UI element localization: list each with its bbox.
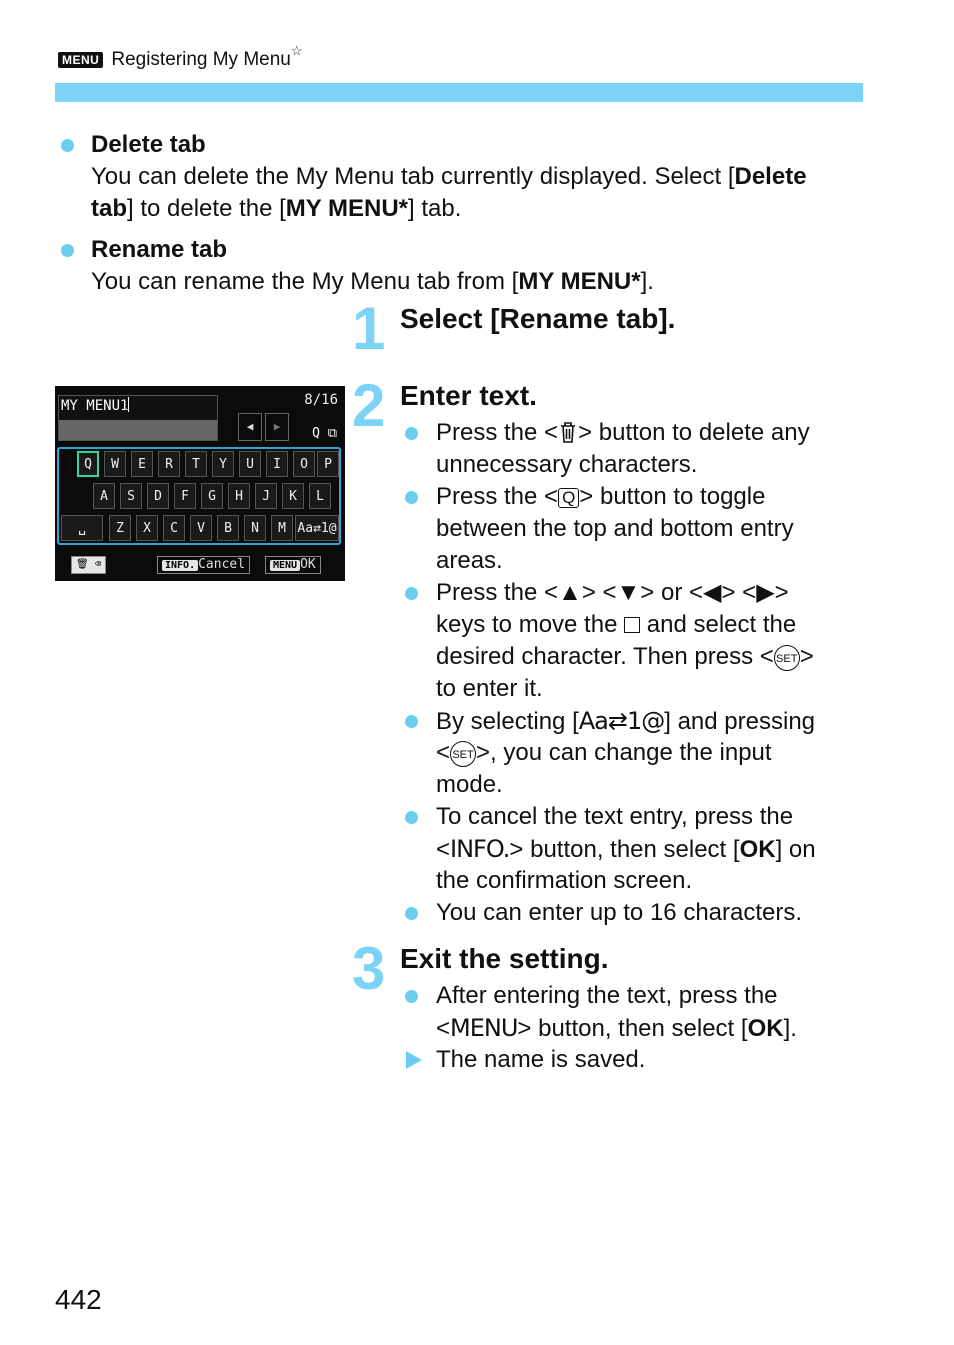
bullet-icon — [405, 990, 418, 1003]
cancel-label: Cancel — [198, 557, 246, 572]
step-title: Enter text. — [400, 380, 537, 411]
cursor — [128, 397, 129, 412]
step-title: Exit the setting. — [400, 943, 609, 974]
key[interactable]: T — [185, 451, 207, 477]
step-number: 2 — [352, 372, 386, 439]
menu-button-icon: MENU — [450, 1014, 518, 1042]
header-bar — [55, 83, 863, 102]
cursor-left-button[interactable]: ◀ — [238, 413, 262, 441]
text: By selecting [ — [436, 708, 579, 735]
star-icon: ☆ — [290, 43, 303, 58]
text: > or < — [640, 579, 704, 606]
text: Press the < — [436, 419, 559, 446]
key[interactable]: A — [93, 483, 115, 509]
key[interactable]: H — [228, 483, 250, 509]
cross-keys-line1 — [436, 577, 789, 609]
text: Press the < — [436, 579, 559, 606]
toggle-area-icon: Q ⧉ — [312, 426, 337, 441]
text: < — [436, 1015, 451, 1042]
mode-bullet-line1 — [436, 705, 815, 738]
input-mode-key[interactable]: Aa⇄1@ — [295, 515, 339, 541]
char-count: 8/16 — [304, 392, 338, 408]
text: < — [436, 739, 451, 766]
text: ] tab. — [408, 195, 462, 222]
bullet-icon — [61, 139, 74, 152]
delete-bullet-line1 — [436, 417, 810, 449]
entry-text — [61, 397, 129, 414]
result-arrow-icon — [406, 1051, 422, 1069]
header-title-text: Registering My Menu — [111, 49, 291, 70]
text: desired character. Then press < — [436, 643, 774, 670]
key[interactable]: U — [239, 451, 261, 477]
key[interactable]: B — [217, 515, 239, 541]
mode-bullet-line3: mode. — [436, 771, 503, 798]
key[interactable]: W — [104, 451, 126, 477]
text: > button to toggle — [579, 483, 766, 510]
left-arrow-icon: ◀ — [703, 579, 722, 606]
text-bold: MY MENU* — [285, 195, 409, 222]
key[interactable]: C — [163, 515, 185, 541]
step-title: Select [Rename tab]. — [400, 303, 676, 334]
ok-hint-box — [265, 556, 321, 574]
delete-hint-icon: 🗑 ⌫ — [71, 556, 106, 574]
header-title — [111, 43, 303, 71]
rename-tab-line1 — [91, 266, 654, 298]
text: ] on — [775, 836, 816, 863]
step-number: 3 — [352, 935, 386, 1002]
q-button-icon: Q — [558, 488, 579, 508]
camera-screen — [55, 386, 345, 581]
cross-keys-line4: to enter it. — [436, 675, 543, 702]
text: > — [774, 579, 789, 606]
toggle-bullet-line1 — [436, 481, 765, 513]
text: ]. — [783, 1015, 797, 1042]
key[interactable]: L — [309, 483, 331, 509]
key[interactable]: E — [131, 451, 153, 477]
text: >, you can change the input — [476, 739, 772, 766]
text: You can rename the My Menu tab from [ — [91, 268, 519, 295]
right-arrow-icon: ▶ — [756, 579, 775, 606]
text-bold: Delete — [734, 163, 807, 190]
delete-tab-line1 — [91, 161, 807, 193]
key[interactable]: O — [293, 451, 315, 477]
exit-bullet-line1: After entering the text, press the — [436, 982, 778, 1009]
cancel-hint[interactable] — [157, 556, 250, 574]
menu-badge: MENU — [58, 52, 103, 68]
cancel-bullet-line2 — [436, 833, 816, 866]
key[interactable]: N — [244, 515, 266, 541]
limit-bullet-line1: You can enter up to 16 characters. — [436, 899, 803, 926]
key[interactable]: X — [136, 515, 158, 541]
up-arrow-icon: ▲ — [558, 579, 582, 606]
input-mode-icon: Aa⇄1@ — [578, 707, 665, 735]
key[interactable]: M — [271, 515, 293, 541]
key[interactable]: P — [317, 451, 339, 477]
text: ]. — [640, 268, 654, 295]
set-button-icon: SET — [774, 645, 800, 671]
entry-text-value: MY MENU1 — [61, 398, 129, 414]
text: You can delete the My Menu tab currently displayed. Select [ — [91, 163, 735, 190]
key[interactable]: I — [266, 451, 288, 477]
bullet-icon — [405, 907, 418, 920]
name-entry-field[interactable] — [58, 395, 218, 441]
bullet-icon — [405, 491, 418, 504]
text: > button to delete any — [578, 419, 810, 446]
delete-tab-title: Delete tab — [91, 131, 206, 158]
toggle-bullet-line2: between the top and bottom entry — [436, 515, 794, 542]
cursor-right-button[interactable]: ▶ — [265, 413, 289, 441]
bullet-icon — [405, 715, 418, 728]
rename-tab-title: Rename tab — [91, 236, 228, 263]
text: > button, then select [ — [517, 1015, 748, 1042]
toggle-bullet-line3: areas. — [436, 547, 503, 574]
text: and select the — [646, 611, 797, 638]
bullet-icon — [405, 811, 418, 824]
bullet-icon — [61, 244, 74, 257]
keyboard — [57, 447, 341, 545]
ok-label: OK — [300, 557, 316, 572]
key[interactable]: V — [190, 515, 212, 541]
entry-lower-area — [59, 420, 217, 440]
key[interactable]: G — [201, 483, 223, 509]
key[interactable]: D — [147, 483, 169, 509]
ok-hint[interactable] — [265, 556, 321, 574]
set-button-icon: SET — [450, 741, 476, 767]
delete-bullet-line2: unnecessary characters. — [436, 451, 698, 478]
text: Press the < — [436, 483, 559, 510]
text: keys to move the — [436, 611, 618, 638]
cursor-box-icon — [624, 617, 640, 633]
page-number: 442 — [55, 1284, 102, 1315]
text: ] to delete the [ — [127, 195, 286, 222]
text: ] and pressing — [664, 708, 816, 735]
text: > < — [581, 579, 617, 606]
space-key[interactable]: ␣ — [61, 515, 103, 541]
menu-button-label: MENU — [270, 560, 300, 571]
text-bold: MY MENU* — [518, 268, 641, 295]
key[interactable]: Y — [212, 451, 234, 477]
mode-bullet-line2 — [436, 737, 772, 769]
cancel-bullet-line3: the confirmation screen. — [436, 867, 693, 894]
key[interactable]: S — [120, 483, 142, 509]
key[interactable]: Q — [77, 451, 99, 477]
info-button-icon: INFO. — [450, 835, 510, 863]
delete-tab-line2 — [91, 193, 461, 225]
key[interactable]: R — [158, 451, 180, 477]
bullet-icon — [405, 427, 418, 440]
text-bold: OK — [747, 1015, 784, 1042]
exit-bullet-line2 — [436, 1012, 797, 1045]
text: > < — [721, 579, 757, 606]
result-line: The name is saved. — [436, 1046, 646, 1073]
text: > — [799, 643, 814, 670]
cancel-hint-box — [157, 556, 250, 574]
text-bold: OK — [739, 836, 776, 863]
cross-keys-line2 — [436, 609, 796, 641]
text-bold: tab — [91, 195, 127, 222]
running-header — [58, 43, 303, 71]
text: < — [436, 836, 451, 863]
down-arrow-icon: ▼ — [616, 579, 641, 606]
key[interactable]: F — [174, 483, 196, 509]
delete-hint — [71, 556, 106, 574]
bullet-icon — [405, 587, 418, 600]
info-button-label: INFO. — [162, 560, 198, 571]
text: > button, then select [ — [509, 836, 740, 863]
step-number: 1 — [352, 295, 386, 362]
cancel-bullet-line1: To cancel the text entry, press the — [436, 803, 794, 830]
trash-icon — [558, 420, 578, 444]
key[interactable]: Z — [109, 515, 131, 541]
cross-keys-line3 — [436, 641, 814, 673]
key[interactable]: K — [282, 483, 304, 509]
key[interactable]: J — [255, 483, 277, 509]
